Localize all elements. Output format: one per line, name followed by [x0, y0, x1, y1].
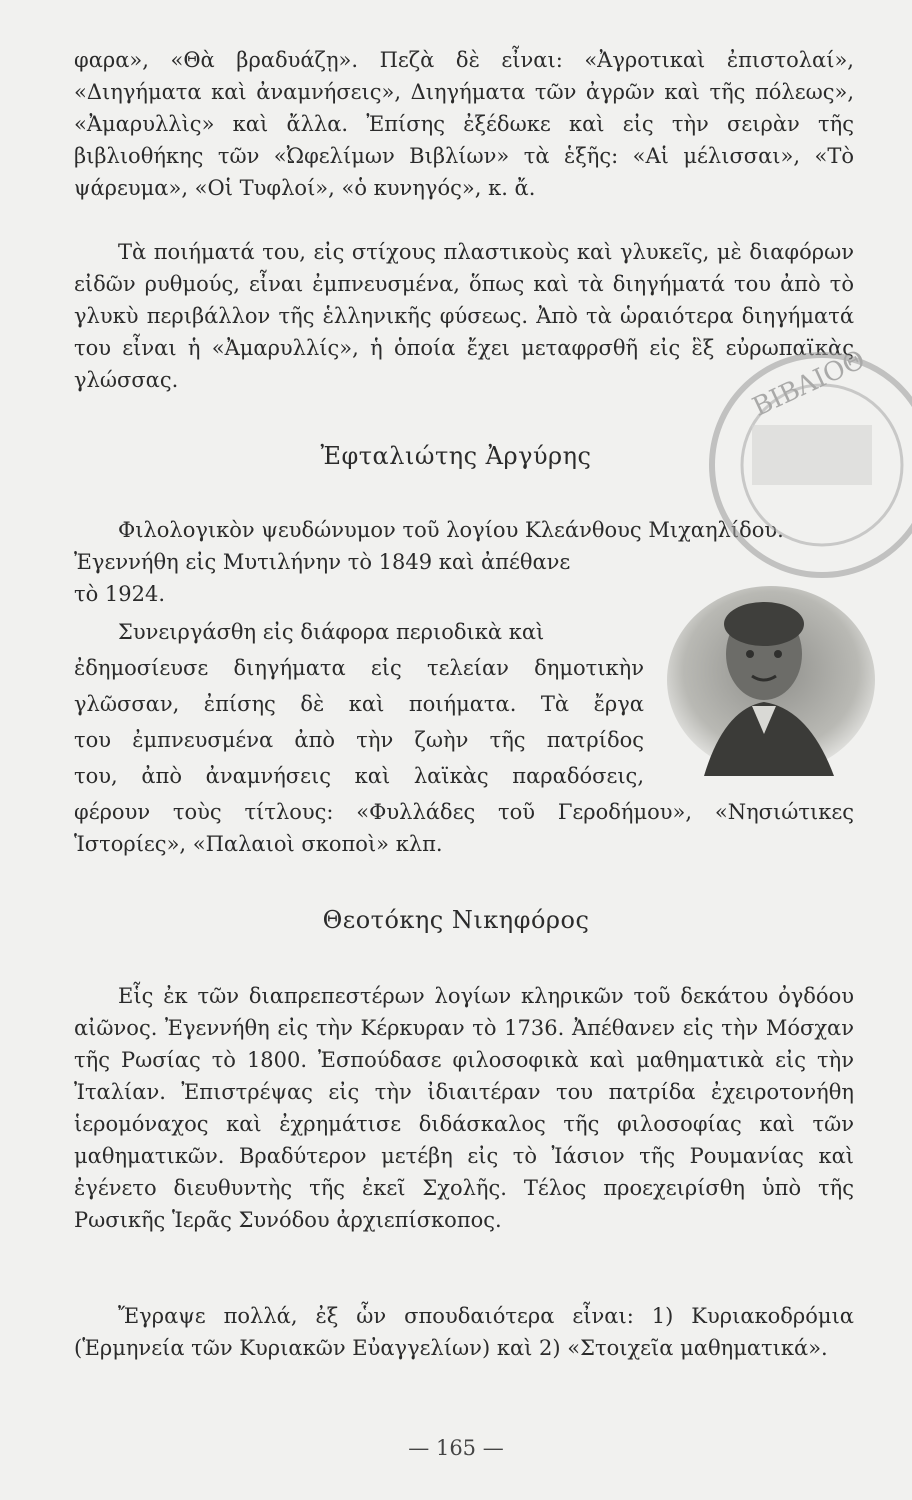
eftaliotis-intro-line2: Ἐγεννήθη εἰς Μυτιλήνην τὸ 1849 καὶ ἀπέθανε — [74, 550, 571, 574]
eftaliotis-body-line3: γλῶσσαν, ἐπίσης δὲ καὶ ποιήματα. Τὰ ἔργα — [74, 692, 644, 716]
eftaliotis-body-line5: του, ἀπὸ ἀναμνήσεις καὶ λαϊκὰς παραδόσεις, — [74, 764, 644, 788]
eftaliotis-body-line1: Συνειργάσθη εἰς διάφορα περιοδικὰ καὶ — [118, 620, 545, 644]
eftaliotis-body-line4: του ἐμπνευσμένα ἀπὸ τὴν ζωὴν τῆς πατρίδος — [74, 728, 644, 752]
eftaliotis-body-rest: φέρουν τοὺς τίτλους: «Φυλλάδες τοῦ Γεροδήμου», «Νησιώτικες Ἱστορίες», «Παλαιοὶ σκοποὶ» κλπ. — [74, 800, 854, 856]
eftaliotis-intro-line1: Φιλολογικὸν ψευδώνυμον τοῦ λογίου Κλεάνθους Μιχαηλίδου. — [118, 518, 784, 542]
stamp-text: ΒΙΒΛΙΟΘ — [748, 344, 870, 423]
library-stamp — [682, 340, 912, 590]
paragraph-theotokis-works: Ἔγραψε πολλά, ἐξ ὧν σπουδαιότερα εἶναι: 1) Κυριακοδρόμια (Ἑρμηνεία τῶν Κυριακῶν Εὐαγγελίων) καὶ 2) «Στοιχεῖα μαθηματικά». — [74, 1304, 854, 1360]
heading-theotokis: Θεοτόκης Νικηφόρος — [322, 906, 590, 934]
paragraph-poems: Τὰ ποιήματά του, εἰς στίχους πλαστικοὺς καὶ γλυκεῖς, μὲ διαφόρων εἰδῶν ρυθμούς, εἶναι ἐμπνευσμένα, ὅπως καὶ τὰ διηγήματά του ἀπὸ τὸ γλυκὺ περιβάλλον τῆς ἑλληνικῆς φύσεως. Ἀπὸ τὰ ὡραιότερα διηγήματά του εἶναι ἡ «Ἀμαρυλλίς», ἡ ὁποία ἔχει μεταφρσθῆ εἰς ἓξ εὐρωπαϊκὰς γλώσσας. — [74, 240, 854, 392]
page-number: — 165 — — [408, 1436, 504, 1460]
portrait-photo — [664, 584, 878, 776]
heading-eftaliotis: Ἐφταλιώτης Ἀργύρης — [320, 442, 592, 470]
paragraph-works-list: φαρα», «Θὰ βραδυάζῃ». Πεζὰ δὲ εἶναι: «Ἀγροτικαὶ ἐπιστολαί», «Διηγήματα καὶ ἀναμνήσεις», Διηγήματα τῶν ἀγρῶν καὶ τῆς πόλεως», «Ἀμαρυλλὶς» καὶ ἄλλα. Ἐπίσης ἐξέδωκε καὶ εἰς τὴν σειρὰν τῆς βιβλιοθήκης τῶν «Ὠφελίμων Βιβλίων» τὰ ἑξῆς: «Αἱ μέλισσαι», «Τὸ ψάρευμα», «Οἱ Τυφλοί», «ὁ κυνηγός», κ. ἄ. — [74, 48, 854, 200]
eftaliotis-body-line2: ἐδημοσίευσε διηγήματα εἰς τελείαν δημοτικὴν — [74, 656, 644, 680]
paragraph-theotokis-bio: Εἷς ἐκ τῶν διαπρεπεστέρων λογίων κληρικῶν τοῦ δεκάτου ὀγδόου αἰῶνος. Ἐγεννήθη εἰς τὴν Κέρκυραν τὸ 1736. Ἀπέθανεν εἰς τὴν Μόσχαν τῆς Ρωσίας τὸ 1800. Ἐσπούδασε φιλοσοφικὰ καὶ μαθηματικὰ εἰς τὴν Ἰταλίαν. Ἐπιστρέψας εἰς τὴν ἰδιαιτέραν του πατρίδα ἐχειροτονήθη ἱερομόναχος καὶ ἐχρημάτισε διδάσκαλος τῆς φιλοσοφίας καὶ τῶν μαθηματικῶν. Βραδύτερον μετέβη εἰς τὸ Ἰάσιον τῆς Ρουμανίας καὶ ἐγένετο διευθυντὴς τῆς ἐκεῖ Σχολῆς. Τέλος προεχειρίσθη ὑπὸ τῆς Ρωσικῆς Ἱερᾶς Συνόδου ἀρχιεπίσκοπος. — [74, 984, 854, 1232]
eftaliotis-intro-line3: τὸ 1924. — [74, 582, 166, 606]
